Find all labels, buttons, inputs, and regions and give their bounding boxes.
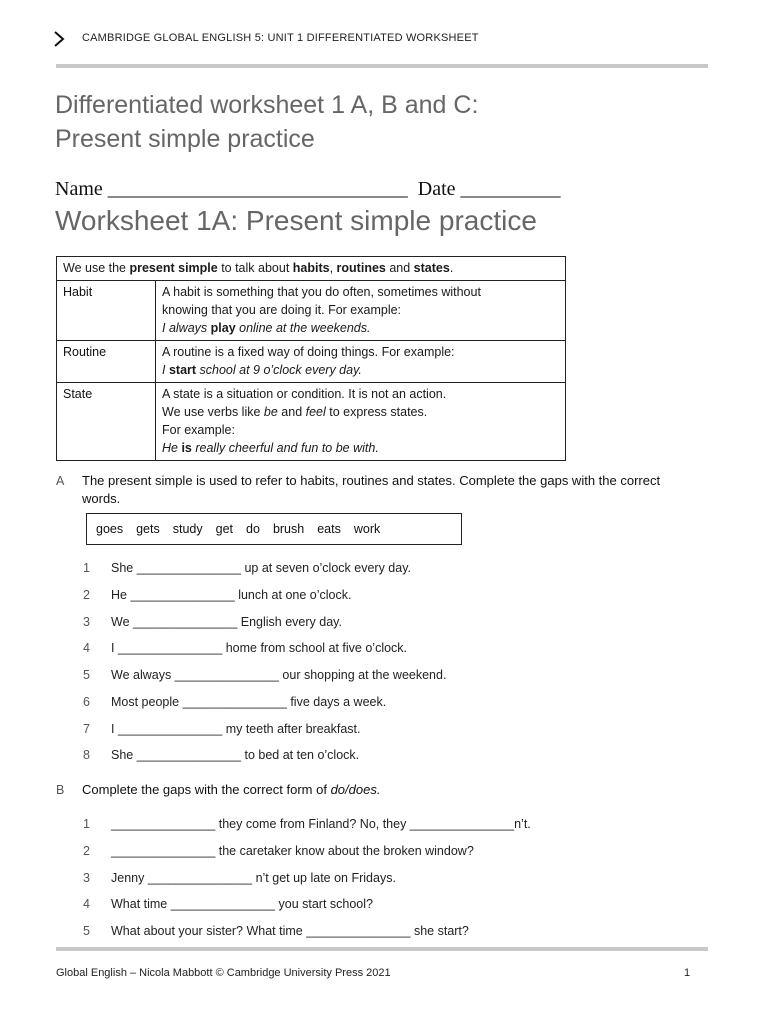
description-text: and: [277, 405, 306, 419]
table-row: [57, 281, 566, 341]
description-line: A routine is a fixed way of doing things. For example:: [162, 345, 455, 359]
question-number: 1: [83, 561, 90, 575]
example-verb: start: [168, 363, 197, 377]
question-number: 3: [83, 615, 90, 629]
description-text: to express states.: [325, 405, 428, 419]
intro-text: ,: [329, 261, 337, 275]
intro-bold: habits: [292, 261, 330, 275]
instruction-line: words.: [82, 491, 121, 506]
table-row: [57, 383, 566, 461]
word-bank-item: eats: [317, 522, 341, 536]
question-text: _______________ the caretaker know about the broken window?: [111, 844, 474, 858]
section-b-instruction: [82, 781, 712, 799]
present-simple-info-table: [56, 256, 566, 461]
question-text: Most people _______________ five days a week.: [111, 695, 387, 709]
example-text: really cheerful and fun to be with.: [191, 441, 379, 455]
question-text: Jenny _______________ n’t get up late on Fridays.: [111, 871, 396, 885]
footer-credit: Global English – Nicola Mabbott © Cambridge University Press 2021: [56, 967, 391, 979]
word-bank-item: work: [353, 522, 381, 536]
description-line: knowing that you are doing it. For example:: [162, 303, 402, 317]
question-text: I _______________ home from school at five o’clock.: [111, 641, 408, 655]
intro-text: to talk about: [217, 261, 293, 275]
page-title-line2: Present simple practice: [55, 125, 315, 153]
question-number: 2: [83, 588, 90, 602]
footer-divider: [56, 947, 708, 951]
table-row: [57, 341, 566, 383]
question-number: 6: [83, 695, 90, 709]
description-text: We use verbs like: [162, 405, 264, 419]
example-text: I: [162, 363, 169, 377]
row-label: Routine: [57, 341, 156, 383]
question-number: 5: [83, 924, 90, 938]
question-text: She _______________ to bed at ten o’clock.: [111, 748, 360, 762]
question-number: 4: [83, 641, 90, 655]
description-italic: feel: [305, 405, 326, 419]
question-text: We _______________ English every day.: [111, 615, 342, 629]
header-divider: [56, 64, 708, 68]
word-bank: [86, 513, 462, 545]
row-description: [156, 383, 566, 461]
intro-bold: present simple: [129, 261, 218, 275]
word-bank-item: brush: [272, 522, 305, 536]
word-bank-item: goes: [96, 522, 124, 536]
word-bank-item: get: [215, 522, 234, 536]
question-text: _______________ they come from Finland? No, they _______________n’t.: [111, 817, 531, 831]
question-number: 2: [83, 844, 90, 858]
instruction-italic: do/does.: [330, 782, 381, 797]
word-bank-item: do: [246, 522, 260, 536]
question-text: She _______________ up at seven o’clock every day.: [111, 561, 411, 575]
question-text: We always _______________ our shopping at the weekend.: [111, 668, 447, 682]
worksheet-title: Worksheet 1A: Present simple practice: [55, 205, 537, 236]
question-number: 3: [83, 871, 90, 885]
question-number: 4: [83, 897, 90, 911]
table-intro-row: [57, 257, 566, 281]
example-verb: play: [210, 321, 236, 335]
question-text: What time _______________ you start school?: [111, 897, 373, 911]
example-text: He: [162, 441, 182, 455]
example-text: I always: [162, 321, 211, 335]
example-text: school at 9 o’clock every day.: [196, 363, 362, 377]
question-text: He _______________ lunch at one o’clock.: [111, 588, 352, 602]
question-number: 8: [83, 748, 90, 762]
instruction-line: The present simple is used to refer to habits, routines and states. Complete the gaps with the correct: [82, 473, 661, 488]
intro-bold: states: [413, 261, 450, 275]
question-number: 1: [83, 817, 90, 831]
row-description: [156, 341, 566, 383]
section-a-letter: A: [56, 474, 65, 488]
name-date-field: Name ______________________________ Date __________: [55, 178, 561, 200]
description-line: A state is a situation or condition. It is not an action.: [162, 387, 447, 401]
intro-bold: routines: [336, 261, 386, 275]
section-b-letter: B: [56, 783, 65, 797]
chevron-right-icon: [52, 30, 66, 48]
page-number: 1: [684, 967, 691, 979]
word-bank-item: gets: [136, 522, 160, 536]
page-title-line1: Differentiated worksheet 1 A, B and C:: [55, 91, 479, 119]
question-number: 7: [83, 722, 90, 736]
description-italic: be: [263, 405, 278, 419]
header-title: CAMBRIDGE GLOBAL ENGLISH 5: UNIT 1 DIFFERENTIATED WORKSHEET: [82, 32, 479, 44]
example-sentence: [162, 439, 559, 457]
intro-text: and: [385, 261, 414, 275]
example-verb: is: [181, 441, 192, 455]
word-bank-item: study: [172, 522, 203, 536]
question-number: 5: [83, 668, 90, 682]
example-text: online at the weekends.: [235, 321, 371, 335]
example-sentence: [162, 319, 559, 337]
description-line: For example:: [162, 423, 235, 437]
section-a-instruction: [82, 472, 712, 508]
row-description: [156, 281, 566, 341]
row-label: State: [57, 383, 156, 461]
intro-cell: [57, 257, 566, 281]
intro-text: .: [449, 261, 454, 275]
description-line: [162, 403, 559, 421]
description-line: A habit is something that you do often, sometimes without: [162, 285, 481, 299]
question-text: I _______________ my teeth after breakfast.: [111, 722, 361, 736]
example-sentence: [162, 361, 559, 379]
row-label: Habit: [57, 281, 156, 341]
question-text: What about your sister? What time _______________ she start?: [111, 924, 469, 938]
intro-text: We use the: [63, 261, 130, 275]
instruction-text: Complete the gaps with the correct form of: [82, 782, 331, 797]
